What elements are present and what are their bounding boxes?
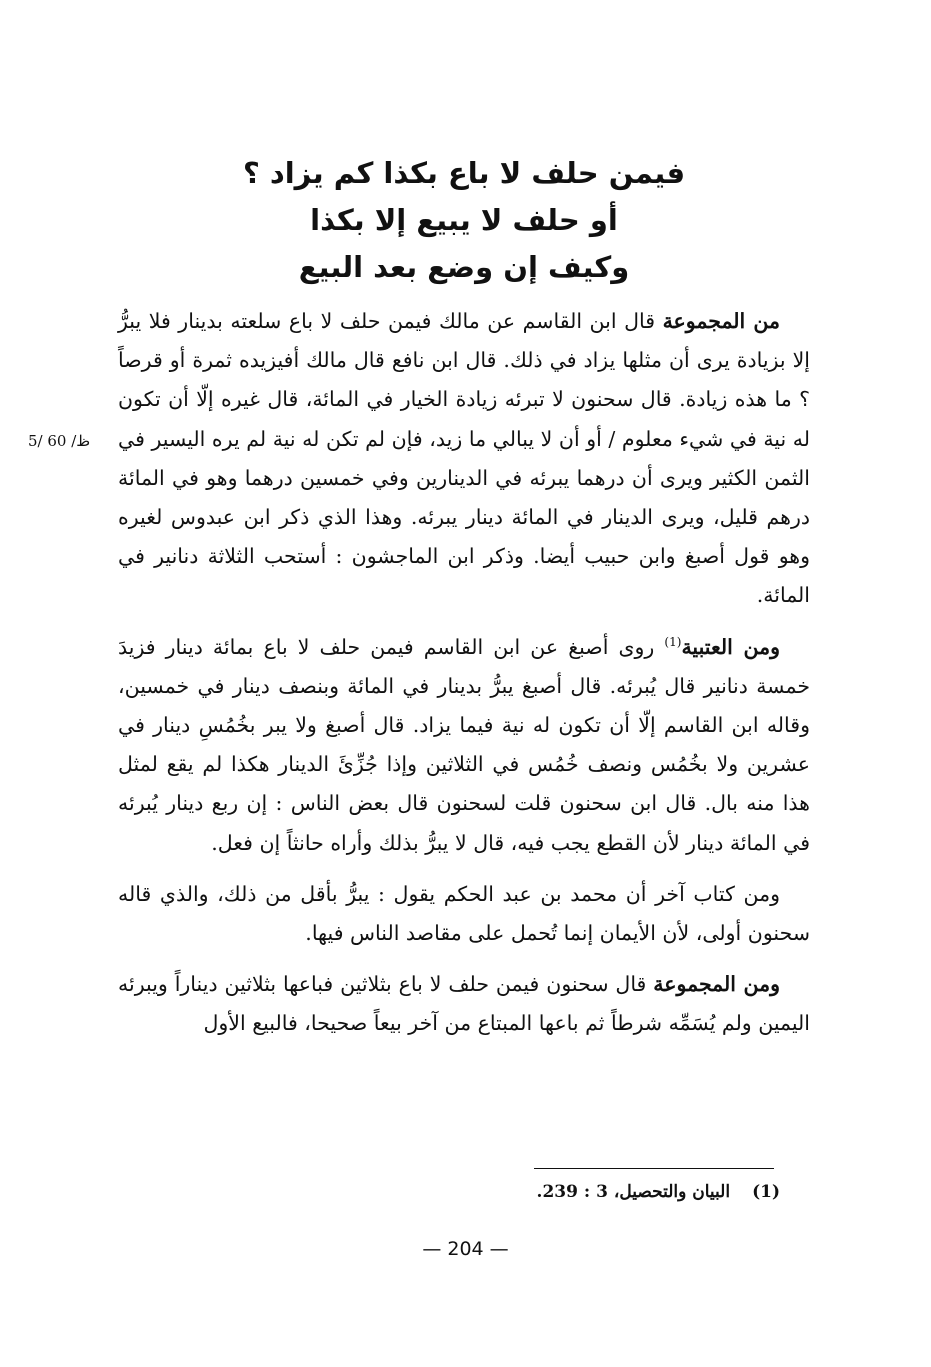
- footnote-reference: (1): [664, 634, 682, 649]
- source-label: ومن المجموعة: [653, 972, 780, 997]
- heading-line-1: فيمن حلف لا باع بكذا كم يزاد ؟: [242, 156, 686, 190]
- section-heading: [118, 150, 810, 291]
- heading-line-2: أو حلف لا يبيع إلا بكذا: [310, 203, 618, 237]
- heading-line-3: وكيف إن وضع بعد البيع: [298, 250, 630, 284]
- paragraph-1: [118, 302, 810, 616]
- footnote-text: البيان والتحصيل، 3 : 239.: [536, 1182, 731, 1202]
- page-number: — 204 —: [422, 1238, 509, 1260]
- paragraph-text: ومن كتاب آخر أن محمد بن عبد الحكم يقول : يبرُّ بأقل من ذلك، والذي قاله سحنون أولى، لأن الأيمان إنما تُحمل على مقاصد الناس فيها.: [118, 881, 810, 946]
- margin-folio-note: ظ/ 60 /5: [28, 432, 91, 450]
- source-label: من المجموعة: [662, 309, 780, 333]
- footnote-number: (1): [752, 1182, 780, 1202]
- paragraph-2: [118, 628, 810, 863]
- paragraph-text: قال ابن القاسم عن مالك فيمن حلف لا باع سلعته بدينار فلا يبرُّ إلا بزيادة يرى أن مثلها يزاد في ذلك. قال ابن نافع قال مالك أفيزيده ثمرة أو قرصاً ؟ ما هذه زيادة. قال سحنون لا تبرئه زيادة الخيار في المائة، قال غيره إلّا أن تكون له نية في شيء معلوم / أو أن لا يبالي ما زيد، فإن لم تكن له نية لم يره اليسير في الثمن الكثير ويرى أن درهما يبرئه في الدينارين وفي خمسين درهما وهو في المائة درهم قليل، ويرى الدينار في المائة دينار يبرئه. وهذا الذي ذكر ابن عبدوس لغيره وهو قول أصبغ وابن حبيب أيضا. وذكر ابن الماجشون : أستحب الثلاثة دنانير في المائة.: [118, 309, 810, 608]
- body-text: [118, 302, 810, 1044]
- paragraph-3: [118, 875, 810, 953]
- paragraph-text: قال سحنون فيمن حلف لا باع بثلاثين فباعها بثلاثين ديناراً ويبرئه اليمين ولم يُسَمِّه شرطاً ثم باعها المبتاع من آخر بيعاً صحيحا، فالبيع الأول: [118, 972, 810, 1036]
- footnote-divider: [534, 1168, 774, 1169]
- footnote: [380, 1182, 780, 1202]
- source-label: ومن العتبية: [681, 634, 780, 659]
- paragraph-text: روى أصبغ عن ابن القاسم فيمن حلف لا باع بمائة دينار فزيدَ خمسة دنانير قال يُبرئه. قال أصبغ يبرُّ بدينار في المائة وبنصف دينار في خمسين، وقاله ابن القاسم إلّا أن تكون له نية فيما يزاد. قال أصبغ ولا يبر بخُمُسِ دينار في عشرين ولا بخُمُس ونصف خُمُس في الثلاثين وإذا جُزِّئَ الدينار هكذا لم يقع لمثل هذا منه بال. قال ابن سحنون قلت لسحنون قال بعض الناس : إن ربع دينار يُبرئه في المائة دينار لأن القطع يجب فيه، قال لا يبرُّ بذلك وأراه حانثاً إن فعل.: [118, 634, 810, 855]
- paragraph-4: [118, 965, 810, 1043]
